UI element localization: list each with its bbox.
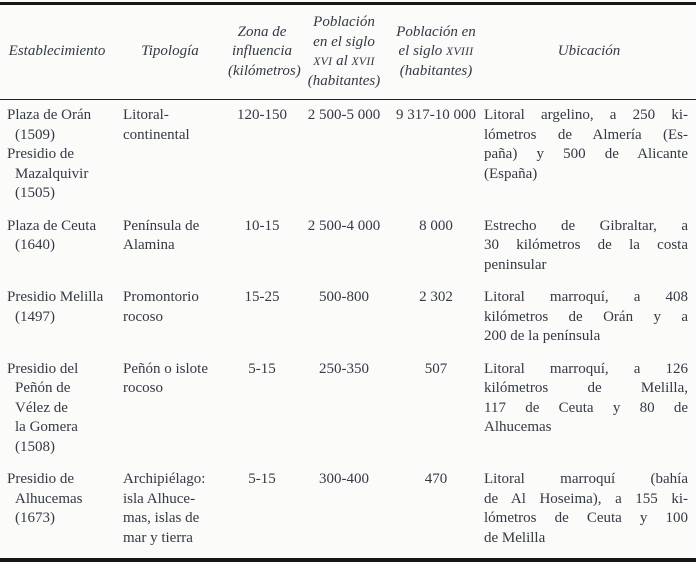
establishment-entry	[7, 360, 112, 458]
header-row	[0, 4, 696, 100]
cell-zona_influencia: 5-15	[248, 360, 276, 377]
text-line: la Gomera	[15, 419, 78, 435]
column-header-poblacion_siglo_16_17	[298, 4, 390, 100]
column-header-tipologia	[114, 4, 226, 100]
cell-poblacion_siglo_18: 470	[424, 471, 448, 487]
header-line: (habitantes)	[307, 72, 381, 89]
cell-poblacion_siglo_18: 507	[424, 360, 448, 377]
roman-numeral: XVIII	[446, 45, 474, 59]
text-line: lómetros de Almería (Es-	[484, 126, 688, 143]
header-line: en el siglo	[313, 33, 375, 50]
column-header-poblacion_siglo_18	[390, 4, 482, 100]
cell-ubicacion	[482, 457, 696, 560]
cell-tipologia	[114, 275, 226, 347]
text-line: Peñón de	[15, 380, 71, 396]
text-line: kilómetros de Melilla,	[484, 380, 688, 396]
cell-zona_influencia: 5-15	[248, 471, 276, 487]
text-line: Litoral marroquí, a 408	[484, 289, 688, 305]
roman-numeral: XVI	[313, 55, 333, 68]
text-line: peninsular	[484, 256, 547, 273]
text-line: Litoral marroquí, a 126	[484, 360, 688, 377]
text-line: Presidio del	[7, 360, 79, 377]
cell-establecimiento	[0, 100, 114, 204]
cell-tipologia	[114, 347, 226, 458]
text-line: Mazalquivir	[15, 165, 89, 182]
text-line: Promontorio	[123, 289, 199, 305]
establishment-entry	[7, 145, 112, 204]
header-line: influencia	[232, 43, 292, 60]
text-line: Peñón o islote	[123, 360, 208, 377]
header-line: Población en	[396, 23, 476, 40]
cell-zona_influencia: 10-15	[244, 217, 280, 234]
text-line: rocoso	[123, 308, 163, 325]
table-row	[0, 275, 696, 347]
cell-poblacion_siglo_18: 9 317-10 000	[396, 107, 476, 123]
text-line: (1505)	[15, 185, 55, 201]
text-line: isla Alhuce-	[123, 490, 196, 507]
text-line: Plaza de Orán	[7, 107, 92, 123]
column-header-ubicacion	[482, 4, 696, 100]
cell-poblacion_siglo_18: 2 302	[419, 289, 453, 305]
text-line: Presidio de	[7, 146, 75, 162]
cell-establecimiento	[0, 204, 114, 276]
header-line: Población	[313, 14, 375, 30]
table-row	[0, 347, 696, 458]
cell-ubicacion	[482, 100, 696, 204]
cell-ubicacion	[482, 204, 696, 276]
text-line: (1508)	[15, 438, 55, 455]
text-line: 30 kilómetros de la costa	[484, 237, 688, 253]
text-line: paña) y 500 de Alicante	[484, 146, 688, 162]
text-line: lómetros de Ceuta y 100	[484, 510, 688, 526]
text-line: Alhucemas	[15, 490, 83, 507]
text-line: (España)	[484, 165, 538, 182]
text-line: 200 de la península	[484, 328, 601, 344]
header-line: (kilómetros)	[228, 62, 301, 79]
text-line: continental	[123, 126, 190, 143]
cell-poblacion_siglo_16_17: 250-350	[319, 360, 369, 377]
header-line: Establecimiento	[8, 43, 106, 60]
cell-tipologia	[114, 204, 226, 276]
cell-zona_influencia: 120-150	[237, 107, 287, 123]
text-line: Archipiélago:	[123, 471, 206, 487]
header-line: Zona de	[237, 23, 287, 40]
text-line: Litoral marroquí (bahía	[484, 471, 688, 487]
text-line: rocoso	[123, 380, 163, 396]
text-line: Plaza de Ceuta	[7, 217, 97, 234]
table-header	[0, 4, 696, 100]
text-line: (1497)	[15, 308, 55, 325]
cell-establecimiento	[0, 275, 114, 347]
text-line: Litoral-	[123, 107, 169, 123]
header-line: el siglo XVIII	[398, 43, 474, 60]
establishment-entry	[7, 288, 112, 327]
cell-tipologia	[114, 457, 226, 560]
cell-ubicacion	[482, 347, 696, 458]
text-line: (1640)	[15, 237, 55, 253]
header-line: (habitantes)	[399, 62, 473, 79]
cell-poblacion_siglo_16_17: 500-800	[319, 289, 369, 305]
cell-poblacion_siglo_16_17: 300-400	[319, 471, 369, 487]
text-line: Estrecho de Gibraltar, a	[484, 217, 688, 234]
cell-ubicacion	[482, 275, 696, 347]
text-line: Vélez de	[15, 399, 68, 416]
establishment-entry	[7, 217, 112, 256]
cell-poblacion_siglo_16_17: 2 500-4 000	[307, 217, 381, 234]
cell-establecimiento	[0, 457, 114, 560]
text-line: 117 de Ceuta y 80 de	[484, 399, 688, 416]
text-line: Alamina	[123, 237, 175, 253]
cell-tipologia	[114, 100, 226, 204]
column-header-zona_influencia	[226, 4, 301, 100]
text-line: de Al Hoseima), a 155 ki-	[484, 490, 688, 507]
header-line: Tipología	[141, 43, 199, 60]
roman-numeral: XVII	[351, 55, 375, 68]
cell-establecimiento	[0, 347, 114, 458]
header-line: XVI al XVII	[313, 53, 375, 69]
establishment-entry	[7, 470, 112, 529]
text-line: mas, islas de	[123, 510, 200, 526]
cell-zona_influencia: 15-25	[244, 289, 280, 305]
cell-poblacion_siglo_18: 8 000	[419, 217, 453, 234]
text-line: kilómetros de Orán y a	[484, 308, 688, 325]
text-line: mar y tierra	[123, 529, 193, 546]
table-body	[0, 100, 696, 561]
table-row	[0, 457, 696, 560]
text-line: Presidio de	[7, 471, 75, 487]
text-line: Presidio Melilla	[7, 289, 104, 305]
establishment-entry	[7, 106, 112, 145]
text-line: (1509)	[15, 126, 55, 143]
cell-poblacion_siglo_16_17: 2 500-5 000	[307, 107, 381, 123]
text-line: Litoral argelino, a 250 ki-	[484, 107, 688, 123]
header-line: Ubicación	[557, 43, 621, 60]
presidios-table	[0, 2, 696, 562]
table-row	[0, 100, 696, 204]
text-line: Península de	[123, 217, 200, 234]
text-line: (1673)	[15, 510, 55, 526]
text-line: de Melilla	[484, 529, 546, 546]
column-header-establecimiento	[0, 4, 114, 100]
text-line: Alhucemas	[484, 419, 552, 435]
table-row	[0, 204, 696, 276]
